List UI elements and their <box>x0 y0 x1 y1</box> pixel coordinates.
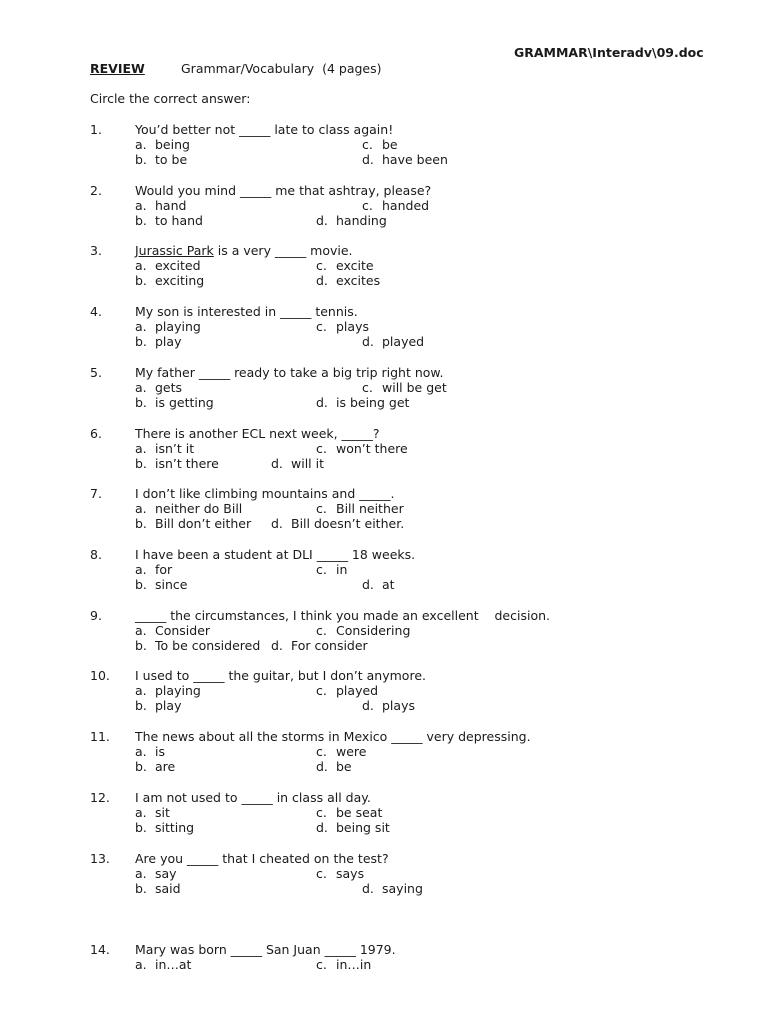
option-text: Considering <box>336 623 411 639</box>
option-letter: c. <box>316 562 327 578</box>
answer-option[interactable] <box>135 805 170 820</box>
option-text: being <box>155 137 190 153</box>
question-text-line <box>135 668 426 683</box>
option-text: Bill don’t either <box>155 516 252 532</box>
answer-option[interactable] <box>316 805 382 820</box>
option-text: gets <box>155 380 183 396</box>
question-number: 13. <box>90 851 110 866</box>
question-text: I used to _____ the guitar, but I don’t anymore. <box>135 668 426 683</box>
answer-option[interactable] <box>271 516 404 531</box>
answer-option[interactable] <box>316 319 369 334</box>
question-text-line <box>135 608 550 623</box>
answer-option[interactable] <box>135 744 165 759</box>
option-letter: c. <box>316 744 327 760</box>
option-text: said <box>155 881 181 897</box>
question-text: The news about all the storms in Mexico _____ very depressing. <box>135 729 531 744</box>
option-letter: c. <box>316 957 327 973</box>
question-number: 10. <box>90 668 110 683</box>
option-letter: a. <box>135 380 147 396</box>
option-text: isn’t there <box>155 456 219 472</box>
option-text: isn’t it <box>155 441 195 457</box>
option-text: says <box>336 866 365 882</box>
answer-option[interactable] <box>316 623 410 638</box>
option-letter: d. <box>362 334 374 350</box>
option-text: To be considered <box>155 638 261 654</box>
option-letter: b. <box>135 456 147 472</box>
question-number: 8. <box>90 547 102 562</box>
option-text: playing <box>155 319 201 335</box>
movie-title: Jurassic Park <box>135 243 214 258</box>
option-text: excited <box>155 258 201 274</box>
option-letter: a. <box>135 744 147 760</box>
answer-option[interactable] <box>135 152 187 167</box>
option-letter: a. <box>135 562 147 578</box>
option-letter: d. <box>271 456 283 472</box>
option-text: sit <box>155 805 170 821</box>
question-number: 14. <box>90 942 110 957</box>
answer-option[interactable] <box>135 213 203 228</box>
option-text: be <box>382 137 398 153</box>
review-label: REVIEW <box>90 61 145 76</box>
answer-option[interactable] <box>135 258 201 273</box>
option-text: play <box>155 334 182 350</box>
answer-option[interactable] <box>316 273 380 288</box>
option-text: is getting <box>155 395 214 411</box>
question-text-line <box>135 243 353 258</box>
answer-option[interactable] <box>362 380 447 395</box>
answer-option[interactable] <box>135 623 210 638</box>
question-text: I am not used to _____ in class all day. <box>135 790 371 805</box>
option-letter: d. <box>271 516 283 532</box>
question-text-line <box>135 122 393 137</box>
option-letter: a. <box>135 258 147 274</box>
answer-option[interactable] <box>271 456 324 471</box>
answer-option[interactable] <box>316 501 404 516</box>
option-letter: d. <box>316 395 328 411</box>
answer-option[interactable] <box>135 273 204 288</box>
question-number: 5. <box>90 365 102 380</box>
question-text-line <box>135 547 415 562</box>
answer-option[interactable] <box>135 881 181 896</box>
option-letter: d. <box>316 820 328 836</box>
option-text: exciting <box>155 273 205 289</box>
option-text: handed <box>382 198 430 214</box>
option-text: plays <box>382 698 415 714</box>
option-text: to hand <box>155 213 203 229</box>
question-text-line <box>135 365 443 380</box>
option-letter: c. <box>316 501 327 517</box>
option-letter: b. <box>135 638 147 654</box>
option-letter: a. <box>135 805 147 821</box>
option-text: sitting <box>155 820 195 836</box>
option-letter: b. <box>135 273 147 289</box>
option-letter: a. <box>135 957 147 973</box>
option-letter: c. <box>316 805 327 821</box>
question-text: I have been a student at DLI _____ 18 weeks. <box>135 547 416 562</box>
question-text: There is another ECL next week, _____? <box>135 426 380 441</box>
answer-option[interactable] <box>271 638 368 653</box>
answer-option[interactable] <box>135 137 190 152</box>
answer-option[interactable] <box>316 562 347 577</box>
answer-option[interactable] <box>362 577 395 592</box>
question-text-line <box>135 942 396 957</box>
answer-option[interactable] <box>362 881 423 896</box>
question-number: 9. <box>90 608 102 623</box>
answer-option[interactable] <box>135 759 175 774</box>
instruction-text: Circle the correct answer: <box>90 91 251 106</box>
question-text-line <box>135 486 394 501</box>
option-letter: a. <box>135 501 147 517</box>
answer-option[interactable] <box>362 137 398 152</box>
option-text: say <box>155 866 177 882</box>
question-text-line <box>135 426 380 441</box>
answer-option[interactable] <box>362 698 415 713</box>
answer-option[interactable] <box>316 759 352 774</box>
answer-option[interactable] <box>135 866 177 881</box>
answer-option[interactable] <box>135 501 242 516</box>
answer-option[interactable] <box>135 638 260 653</box>
question-text: Would you mind _____ me that ashtray, please? <box>135 183 432 198</box>
option-letter: d. <box>362 577 374 593</box>
option-letter: c. <box>362 198 373 214</box>
question-text: Are you _____ that I cheated on the test? <box>135 851 389 866</box>
question-text: _____ the circumstances, I think you made an excellent decision. <box>135 608 550 623</box>
option-text: in <box>336 562 348 578</box>
option-letter: b. <box>135 152 147 168</box>
option-letter: d. <box>362 881 374 897</box>
question-text-line <box>135 304 358 319</box>
answer-option[interactable] <box>362 152 448 167</box>
answer-option[interactable] <box>135 957 191 972</box>
option-letter: a. <box>135 198 147 214</box>
option-text: in…at <box>155 957 192 973</box>
answer-option[interactable] <box>135 198 186 213</box>
option-text: will be get <box>382 380 447 396</box>
option-letter: b. <box>135 820 147 836</box>
question-number: 12. <box>90 790 110 805</box>
option-letter: c. <box>316 623 327 639</box>
answer-option[interactable] <box>316 957 371 972</box>
option-text: in…in <box>336 957 372 973</box>
answer-option[interactable] <box>135 441 194 456</box>
option-text: excite <box>336 258 374 274</box>
question-number: 2. <box>90 183 102 198</box>
question-text-line <box>135 790 371 805</box>
option-text: excites <box>336 273 381 289</box>
option-text: plays <box>336 319 369 335</box>
option-letter: a. <box>135 137 147 153</box>
option-text: are <box>155 759 176 775</box>
question-number: 1. <box>90 122 102 137</box>
option-letter: d. <box>316 273 328 289</box>
option-letter: b. <box>135 334 147 350</box>
option-text: neither do Bill <box>155 501 243 517</box>
answer-option[interactable] <box>316 258 374 273</box>
option-letter: b. <box>135 759 147 775</box>
option-text: play <box>155 698 182 714</box>
answer-option[interactable] <box>362 334 424 349</box>
question-text: Mary was born _____ San Juan _____ 1979. <box>135 942 396 957</box>
question-text-line <box>135 729 531 744</box>
question-text: You’d better not _____ late to class again! <box>135 122 394 137</box>
question-number: 4. <box>90 304 102 319</box>
option-letter: c. <box>316 683 327 699</box>
option-letter: b. <box>135 213 147 229</box>
question-text-line <box>135 851 389 866</box>
answer-option[interactable] <box>316 213 387 228</box>
answer-option[interactable] <box>135 562 172 577</box>
option-letter: c. <box>316 441 327 457</box>
option-text: for <box>155 562 173 578</box>
option-text: saying <box>382 881 423 897</box>
option-text: were <box>336 744 367 760</box>
option-letter: b. <box>135 698 147 714</box>
answer-option[interactable] <box>135 456 219 471</box>
answer-option[interactable] <box>135 380 182 395</box>
answer-option[interactable] <box>316 441 408 456</box>
option-letter: b. <box>135 577 147 593</box>
option-text: be <box>336 759 352 775</box>
question-number: 11. <box>90 729 110 744</box>
question-text: My son is interested in _____ tennis. <box>135 304 358 319</box>
option-text: playing <box>155 683 201 699</box>
question-text-line <box>135 183 431 198</box>
answer-option[interactable] <box>316 866 364 881</box>
option-text: played <box>336 683 379 699</box>
option-letter: d. <box>316 213 328 229</box>
answer-option[interactable] <box>135 319 201 334</box>
question-text: is a very _____ movie. <box>213 243 353 258</box>
option-text: have been <box>382 152 448 168</box>
option-text: won’t there <box>336 441 408 457</box>
option-text: Bill neither <box>336 501 404 517</box>
option-letter: d. <box>362 152 374 168</box>
answer-option[interactable] <box>135 820 194 835</box>
option-letter: a. <box>135 441 147 457</box>
option-letter: a. <box>135 623 147 639</box>
option-letter: d. <box>316 759 328 775</box>
option-text: hand <box>155 198 187 214</box>
option-letter: d. <box>362 698 374 714</box>
option-text: Consider <box>155 623 211 639</box>
option-text: Bill doesn’t either. <box>291 516 405 532</box>
answer-option[interactable] <box>135 698 181 713</box>
option-letter: d. <box>271 638 283 654</box>
answer-option[interactable] <box>135 334 181 349</box>
option-text: handing <box>336 213 387 229</box>
answer-option[interactable] <box>135 683 201 698</box>
answer-option[interactable] <box>316 683 378 698</box>
question-number: 3. <box>90 243 102 258</box>
document-subtitle: Grammar/Vocabulary (4 pages) <box>181 61 382 76</box>
question-number: 7. <box>90 486 102 501</box>
review-heading <box>90 61 145 76</box>
question-number: 6. <box>90 426 102 441</box>
option-letter: c. <box>362 137 373 153</box>
option-letter: a. <box>135 319 147 335</box>
option-text: played <box>382 334 425 350</box>
answer-option[interactable] <box>316 820 390 835</box>
option-text: be seat <box>336 805 383 821</box>
option-text: to be <box>155 152 188 168</box>
option-letter: a. <box>135 866 147 882</box>
question-text: My father _____ ready to take a big trip right now. <box>135 365 444 380</box>
answer-option[interactable] <box>362 198 429 213</box>
option-letter: b. <box>135 395 147 411</box>
option-text: being sit <box>336 820 390 836</box>
option-text: is being get <box>336 395 410 411</box>
option-text: will it <box>291 456 324 472</box>
question-text: I don’t like climbing mountains and _____. <box>135 486 395 501</box>
option-letter: a. <box>135 683 147 699</box>
option-text: since <box>155 577 188 593</box>
answer-option[interactable] <box>135 577 187 592</box>
option-text: For consider <box>291 638 368 654</box>
answer-option[interactable] <box>135 516 251 531</box>
option-letter: c. <box>316 258 327 274</box>
option-letter: c. <box>316 866 327 882</box>
option-text: at <box>382 577 395 593</box>
option-letter: c. <box>362 380 373 396</box>
answer-option[interactable] <box>135 395 214 410</box>
option-letter: b. <box>135 881 147 897</box>
option-letter: b. <box>135 516 147 532</box>
answer-option[interactable] <box>316 744 366 759</box>
option-letter: c. <box>316 319 327 335</box>
document-filename: GRAMMAR\Interadv\09.doc <box>514 45 704 60</box>
option-text: is <box>155 744 165 760</box>
answer-option[interactable] <box>316 395 409 410</box>
